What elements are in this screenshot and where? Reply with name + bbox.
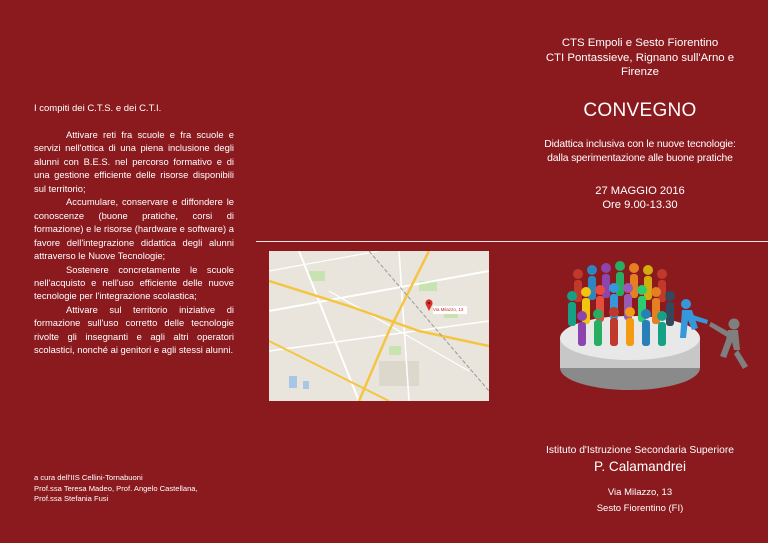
credits-line: Prof.ssa Teresa Madeo, Prof. Angelo Castellana,	[34, 483, 198, 493]
task-paragraph: Sostenere concretamente le scuole nell'acquisto e nell'uso efficiente delle nuove tecnologie per l'integrazione scolastica;	[34, 263, 234, 302]
event-time: Ore 9.00-13.30	[602, 199, 678, 211]
organizer-line: Firenze	[621, 66, 659, 79]
event-theme	[520, 138, 760, 166]
event-datetime	[528, 184, 752, 212]
address-line: Via Milazzo, 13	[607, 487, 673, 498]
map-pin-label: Via Milazzo, 13	[433, 307, 464, 312]
task-paragraph: Accumulare, conservare e diffondere le conoscenze (buone pratiche, corsi di formazione) e le risorse (hardware e software) a favore dell'integrazione didattica degli alunni attraverso le Nuove Tecnologie;	[34, 196, 234, 262]
credits-line: Prof.ssa Stefania Fusi	[34, 494, 109, 503]
theme-line: dalla sperimentazione alle buone pratiche	[547, 153, 733, 164]
left-panel	[0, 0, 256, 543]
task-paragraph: Attivare reti fra scuole e fra scuole e servizi nell'ottica di una piena inclusione degli alunni con B.E.S. nel percorso formativo e di una gestione efficiente delle risorse disponibili sul territorio;	[34, 129, 234, 194]
tasks-body	[34, 128, 234, 357]
location-map	[269, 251, 489, 401]
organizer-line: CTI Pontassieve, Rignano sull'Arno e	[545, 51, 735, 64]
tasks-heading: I compiti dei C.T.S. e dei C.T.I.	[34, 103, 162, 114]
school-address	[512, 485, 768, 516]
theme-line: Didattica inclusiva con le nuove tecnologie:	[544, 139, 736, 150]
event-title: CONVEGNO	[583, 100, 697, 121]
event-date: 27 MAGGIO 2016	[595, 185, 685, 197]
school-type: Istituto d'Istruzione Secondaria Superiore	[546, 445, 734, 456]
map-graphic	[269, 251, 489, 401]
address-line: Sesto Fiorentino (FI)	[596, 502, 684, 514]
credits-line: a cura dell'IIS Cellini-Tornabuoni	[34, 473, 143, 482]
inclusion-people-illustration	[558, 258, 753, 393]
organizers	[528, 36, 752, 80]
credits	[34, 473, 198, 505]
organizer-line: CTS Empoli e Sesto Fiorentino	[561, 37, 719, 49]
task-paragraph: Attivare sul territorio iniziative di formazione sull'uso corretto delle tecnologie rivolte gli insegnanti e agli altri operatori scolastici, nonché ai genitori e agli stessi alunni.	[34, 303, 234, 356]
school-name: P. Calamandrei	[594, 459, 686, 474]
